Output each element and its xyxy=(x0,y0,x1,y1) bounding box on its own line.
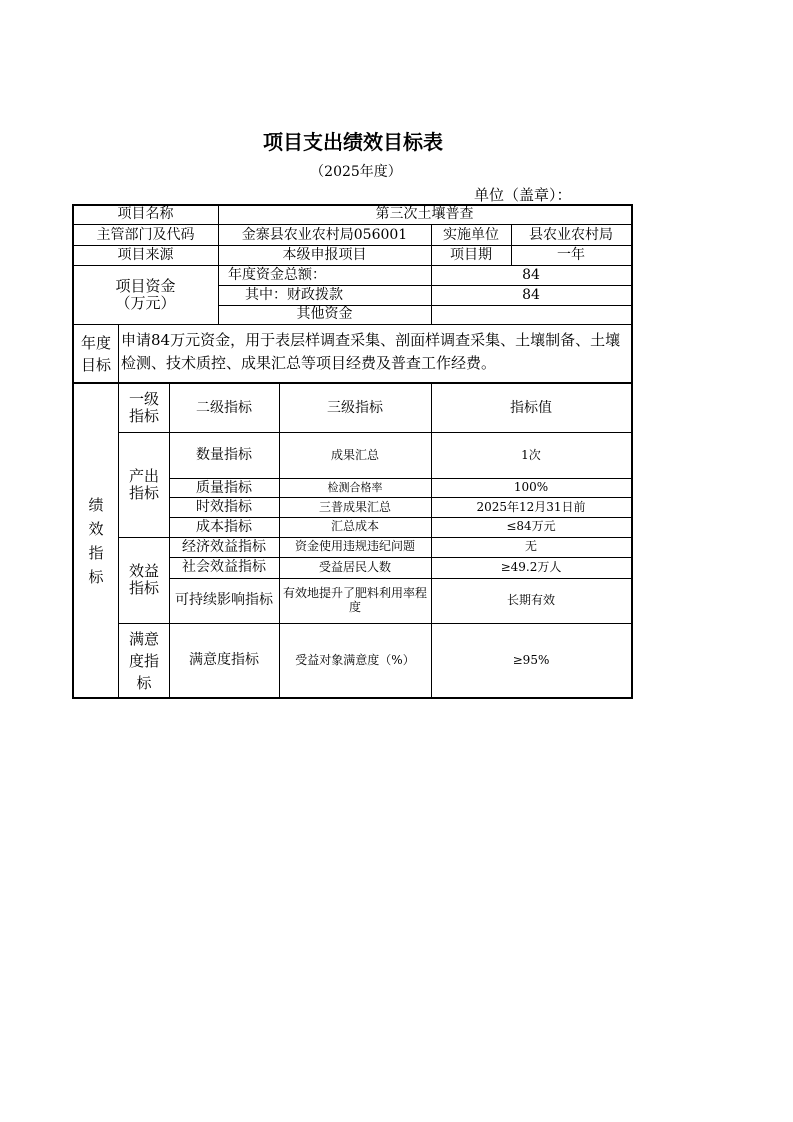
table-divider xyxy=(169,517,632,518)
header-level3: 三级指标 xyxy=(327,399,383,416)
unit-stamp-label: 单位（盖章）： xyxy=(474,186,572,204)
project-name-label: 项目名称 xyxy=(117,206,174,223)
indicator-row-value: 无 xyxy=(524,539,537,554)
table-divider xyxy=(511,224,512,266)
fund-total-label: 年度资金总额： xyxy=(228,267,326,284)
year-label: （2025年度） xyxy=(310,164,402,180)
header-value: 指标值 xyxy=(510,399,552,416)
benefit-indicator-label: 效益 指标 xyxy=(128,561,159,597)
table-divider xyxy=(169,497,632,498)
output-indicator-label: 产出 指标 xyxy=(128,466,159,502)
table-divider xyxy=(218,204,219,325)
header-level2: 二级指标 xyxy=(196,399,252,416)
indicator-row-level3: 三普成果汇总 xyxy=(318,499,391,514)
indicator-row-value: 100% xyxy=(513,480,549,495)
indicator-row-value: 长期有效 xyxy=(506,592,555,607)
indicator-row-value: ≥95% xyxy=(512,652,550,667)
table-divider xyxy=(169,578,632,579)
indicator-row-level3: 汇总成本 xyxy=(330,519,379,534)
table-border xyxy=(72,204,632,206)
table-border xyxy=(72,697,632,699)
table-divider xyxy=(72,324,632,325)
fund-other-value xyxy=(431,305,631,324)
fund-total-value: 84 xyxy=(522,267,540,284)
dept-label: 主管部门及代码 xyxy=(96,227,195,244)
table-divider xyxy=(119,537,632,538)
table-divider xyxy=(72,245,632,246)
indicator-row-level3: 有效地提升了肥料利用率程度 xyxy=(282,585,427,614)
indicator-row-level3: 成果汇总 xyxy=(330,447,379,462)
table-divider xyxy=(72,382,632,384)
table-border xyxy=(72,204,74,699)
indicator-row-value: 1次 xyxy=(521,447,541,462)
indicator-row-value: ≥49.2万人 xyxy=(500,559,562,574)
period-label: 项目期 xyxy=(450,247,492,264)
table-divider xyxy=(119,432,632,433)
indicator-row-level2: 可持续影响指标 xyxy=(175,592,273,609)
indicator-row-value: 2025年12月31日前 xyxy=(476,499,586,514)
dept-value: 金寨县农业农村局056001 xyxy=(241,227,408,244)
indicator-row-level2: 成本指标 xyxy=(196,518,252,535)
source-value: 本级申报项目 xyxy=(282,247,367,264)
table-divider xyxy=(431,224,432,325)
table-divider xyxy=(431,382,432,698)
table-divider xyxy=(119,623,632,624)
table-divider xyxy=(279,382,280,698)
table-divider xyxy=(118,324,119,698)
impl-label: 实施单位 xyxy=(443,227,499,244)
period-value: 一年 xyxy=(557,247,585,264)
impl-value: 县农业农村局 xyxy=(529,227,613,244)
indicator-row-level2: 满意度指标 xyxy=(189,652,259,669)
indicator-row-level2: 数量指标 xyxy=(196,447,252,464)
table-divider xyxy=(218,305,632,306)
goal-label: 年度 目标 xyxy=(80,333,111,374)
fund-other-label: 其他资金 xyxy=(296,306,353,323)
indicator-row-level3: 资金使用违规违纪问题 xyxy=(294,539,415,554)
header-level1: 一级 指标 xyxy=(128,389,159,425)
table-divider xyxy=(169,557,632,558)
indicator-row-level3: 检测合格率 xyxy=(327,480,383,494)
indicator-row-level2: 质量指标 xyxy=(196,479,252,496)
indicator-row-value: ≤84万元 xyxy=(506,519,556,534)
table-divider xyxy=(72,224,632,225)
indicators-section-label: 绩 效 指 标 xyxy=(88,495,104,586)
table-divider xyxy=(169,382,170,698)
page-title: 项目支出绩效目标表 xyxy=(263,130,443,154)
table-divider xyxy=(169,478,632,479)
project-name-value: 第三次土壤普查 xyxy=(375,206,474,223)
indicator-row-level3: 受益对象满意度（%） xyxy=(295,652,415,667)
indicator-row-level2: 社会效益指标 xyxy=(182,559,266,576)
goal-text: 申请84万元资金，用于表层样调查采集、剖面样调查采集、土壤制备、土壤检测、技术质控、成果汇总等项目经费及普查工作经费。 xyxy=(121,331,621,372)
indicator-row-level2: 时效指标 xyxy=(196,499,252,516)
indicator-row-level2: 经济效益指标 xyxy=(182,538,266,555)
table-divider xyxy=(72,265,632,266)
fund-label: 项目资金 （万元） xyxy=(115,276,176,312)
table-border xyxy=(631,204,633,699)
fund-fiscal-value: 84 xyxy=(522,287,540,304)
fund-fiscal-label: 其中：财政拨款 xyxy=(245,287,343,304)
indicator-row-level3: 受益居民人数 xyxy=(318,559,391,574)
source-label: 项目来源 xyxy=(117,247,174,264)
satisfaction-indicator-label: 满意 度指 标 xyxy=(128,629,159,692)
table-divider xyxy=(218,285,632,286)
